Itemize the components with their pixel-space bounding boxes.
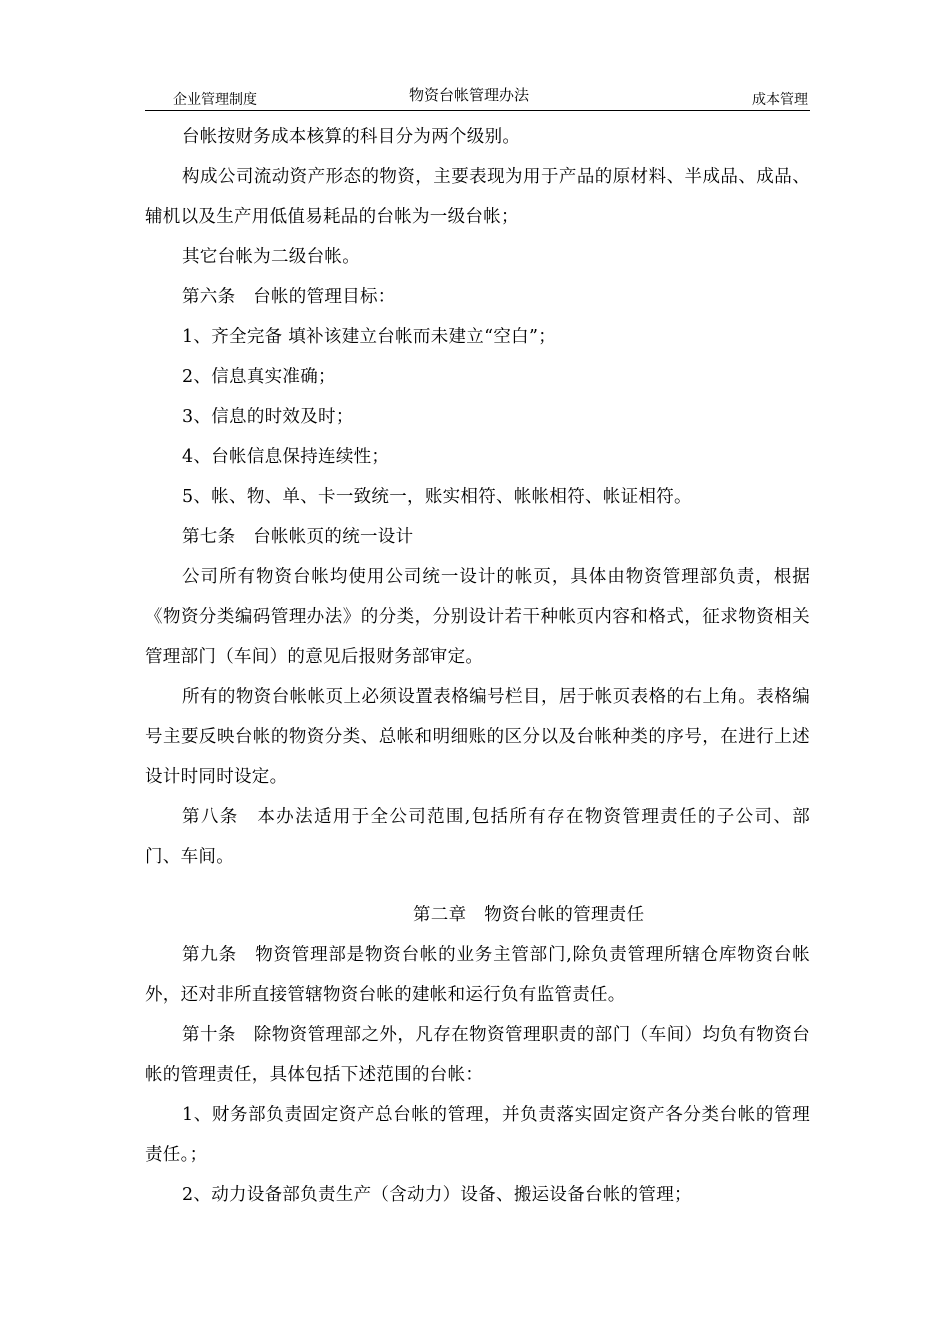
list-item: 2、动力设备部负责生产（含动力）设备、搬运设备台帐的管理； <box>182 1185 692 1205</box>
paragraph: 其它台帐为二级台帐。 <box>182 247 360 267</box>
article-paragraph: 第八条 本办法适用于全公司范围,包括所有存在物资管理责任的子公司、部门、车间。 <box>145 807 810 867</box>
article-heading: 第六条 台帐的管理目标： <box>182 287 396 307</box>
chapter-title: 第二章 物资台帐的管理责任 <box>413 905 645 925</box>
paragraph: 台帐按财务成本核算的科目分为两个级别。 <box>182 127 521 147</box>
list-item: 1、齐全完备 填补该建立台帐而未建立“空白”； <box>182 327 556 347</box>
article-heading: 第七条 台帐帐页的统一设计 <box>182 527 414 547</box>
list-item: 2、信息真实准确； <box>182 367 336 387</box>
header-section: 成本管理 <box>752 92 808 108</box>
page-header <box>145 82 810 111</box>
article-paragraph: 第九条 物资管理部是物资台帐的业务主管部门,除负责管理所辖仓库物资台帐外，还对非所直接管辖物资台帐的建帐和运行负有监管责任。 <box>145 945 810 1005</box>
list-item: 3、信息的时效及时； <box>182 407 354 427</box>
header-title: 物资台帐管理办法 <box>409 86 530 104</box>
paragraph: 构成公司流动资产形态的物资，主要表现为用于产品的原材料、半成品、成品、辅机以及生产用低值易耗品的台帐为一级台帐； <box>145 167 810 227</box>
list-item: 1、财务部负责固定资产总台帐的管理，并负责落实固定资产各分类台帐的管理责任。； <box>145 1105 810 1165</box>
document-body <box>145 117 810 1215</box>
paragraph: 公司所有物资台帐均使用公司统一设计的帐页，具体由物资管理部负责，根据《物资分类编码管理办法》的分类，分别设计若干种帐页内容和格式，征求物资相关管理部门（车间）的意见后报财务部审定。 <box>145 567 810 667</box>
list-item: 5、帐、物、单、卡一致统一，账实相符、帐帐相符、帐证相符。 <box>182 487 692 507</box>
paragraph: 所有的物资台帐帐页上必须设置表格编号栏目，居于帐页表格的右上角。表格编号主要反映台帐的物资分类、总帐和明细账的区分以及台帐种类的序号，在进行上述设计时同时设定。 <box>145 687 810 787</box>
header-category: 企业管理制度 <box>173 92 257 108</box>
article-paragraph: 第十条 除物资管理部之外，凡存在物资管理职责的部门（车间）均负有物资台帐的管理责任，具体包括下述范围的台帐： <box>145 1025 810 1085</box>
list-item: 4、台帐信息保持连续性； <box>182 447 390 467</box>
